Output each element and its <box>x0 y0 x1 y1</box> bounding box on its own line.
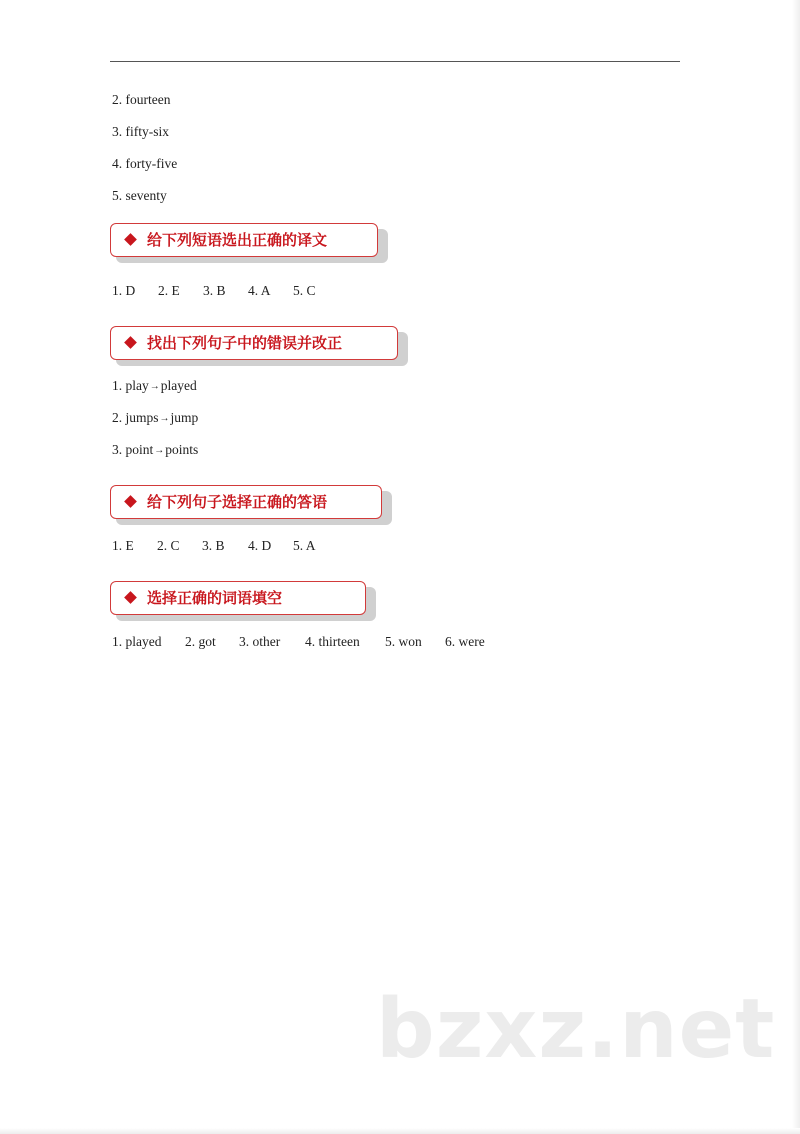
answer-row <box>112 537 316 555</box>
page-edge-bottom <box>0 1128 800 1134</box>
correction-item <box>112 441 198 460</box>
heading-box <box>110 485 382 519</box>
section-title: 找出下列句子中的错误并改正 <box>147 334 343 352</box>
list-item: 4. forty-five <box>112 156 178 171</box>
correction-item <box>112 409 198 428</box>
section-title: 选择正确的词语填空 <box>147 589 283 607</box>
section-title: 给下列短语选出正确的译文 <box>147 231 328 249</box>
answer-item: 4. thirteen <box>305 634 360 649</box>
top-rule <box>110 61 680 62</box>
correct-word: jump <box>170 410 199 425</box>
wrong-word: 1. play <box>112 378 149 393</box>
answer-item: 5. won <box>385 634 422 649</box>
answer-item: 6. were <box>445 634 485 649</box>
list-item: 2. fourteen <box>112 92 171 107</box>
answer-item: 3. B <box>202 538 225 553</box>
answer-item: 2. C <box>157 538 180 553</box>
heading-box <box>110 581 366 615</box>
answer-item: 1. played <box>112 634 162 649</box>
answer-item: 3. B <box>203 283 226 298</box>
answer-item: 3. other <box>239 634 281 649</box>
answer-item: 5. A <box>293 538 316 553</box>
list-item: 5. seventy <box>112 188 167 203</box>
diamond-icon <box>124 591 137 604</box>
answer-item: 4. D <box>248 538 272 553</box>
section-title: 给下列句子选择正确的答语 <box>147 493 328 511</box>
watermark: bzxz.net <box>376 982 776 1077</box>
heading-box <box>110 326 398 360</box>
answer-item: 5. C <box>293 283 316 298</box>
wrong-word: 2. jumps <box>112 410 159 425</box>
answer-item: 2. got <box>185 634 216 649</box>
heading-box <box>110 223 378 257</box>
correction-item <box>112 377 197 396</box>
diamond-icon <box>124 336 137 349</box>
wrong-word: 3. point <box>112 442 154 457</box>
page-edge-right <box>792 0 800 1134</box>
answer-item: 1. E <box>112 538 134 553</box>
arrow-icon: → <box>149 381 160 392</box>
correct-word: points <box>165 442 199 457</box>
answer-row <box>112 633 485 651</box>
diamond-icon <box>124 233 137 246</box>
answer-item: 1. D <box>112 283 136 298</box>
answer-item: 2. E <box>158 283 180 298</box>
arrow-icon: → <box>159 413 170 424</box>
answer-item: 4. A <box>248 283 271 298</box>
diamond-icon <box>124 495 137 508</box>
list-item: 3. fifty-six <box>112 124 169 139</box>
correct-word: played <box>160 378 197 393</box>
answer-row <box>112 282 316 300</box>
arrow-icon: → <box>154 445 165 456</box>
